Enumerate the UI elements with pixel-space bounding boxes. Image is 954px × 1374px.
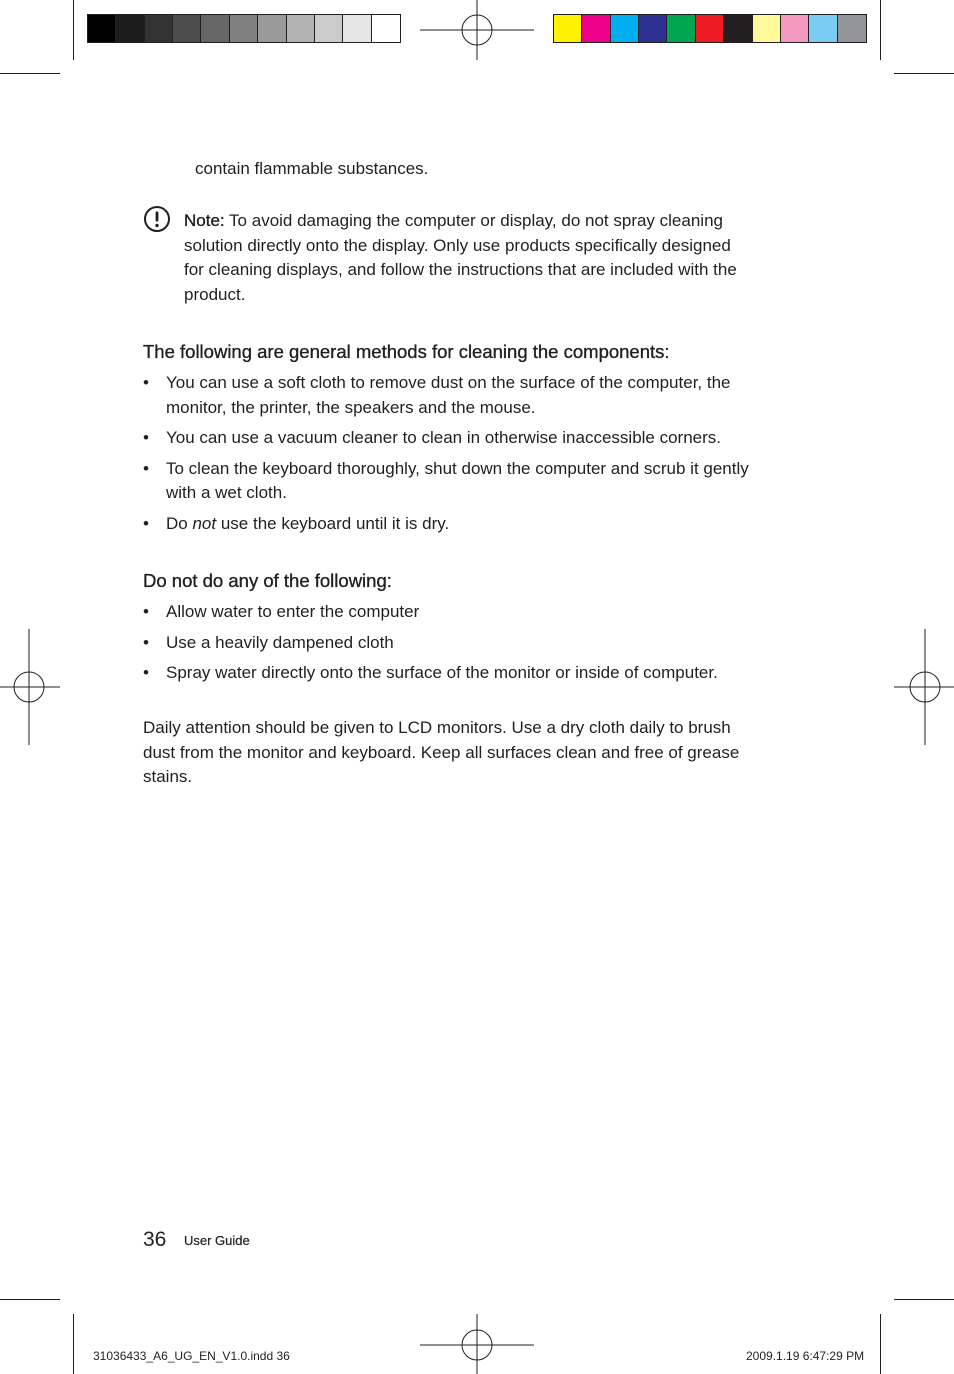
dry-item-post: use the keyboard until it is dry. [216, 513, 450, 533]
registration-mark-left [0, 629, 60, 745]
color-swatch [696, 15, 724, 42]
color-swatch [116, 15, 144, 42]
list-item [143, 457, 803, 506]
registration-mark-top [420, 0, 534, 60]
registration-mark-right [894, 629, 954, 745]
color-swatch [639, 15, 667, 42]
color-swatch [88, 15, 116, 42]
bullet-icon: • [143, 602, 149, 621]
cleaning-methods-heading: The following are general methods for cleaning the components: [143, 341, 670, 362]
slug-datetime: 2009.1.19 6:47:29 PM [746, 1349, 865, 1363]
continued-text: contain flammable substances. [195, 159, 429, 178]
color-swatch [781, 15, 809, 42]
note-line-4: product. [184, 284, 246, 304]
list-item-line: You can use a soft cloth to remove dust on the surface of the computer, the [166, 373, 731, 392]
dry-item-pre: Do [166, 513, 193, 533]
list-item-line: with a wet cloth. [166, 483, 287, 502]
note-line-3: for cleaning displays, and follow the instructions that are included with the [184, 260, 737, 279]
color-swatch [724, 15, 752, 42]
bullet-icon: • [143, 663, 149, 682]
color-swatch [145, 15, 173, 42]
color-swatch [343, 15, 371, 42]
color-swatch [838, 15, 866, 42]
list-item-text: Use a heavily dampened cloth [166, 632, 394, 652]
list-item [143, 426, 803, 451]
paragraph-line: dust from the monitor and keyboard. Keep all surfaces clean and free of grease [143, 742, 740, 762]
bullet-icon: • [143, 458, 149, 478]
do-not-heading: Do not do any of the following: [143, 570, 392, 591]
color-swatch [667, 15, 695, 42]
list-item [143, 371, 803, 420]
note-line-1-text: To avoid damaging the computer or display, do not spray cleaning [224, 211, 723, 230]
color-swatch [554, 15, 582, 42]
registration-mark-bottom [420, 1314, 534, 1374]
note-line-2: solution directly onto the display. Only use products specifically designed [184, 235, 731, 255]
list-item [143, 512, 803, 537]
grayscale-color-bar [87, 14, 401, 43]
color-swatch [315, 15, 343, 42]
paragraph-line: Daily attention should be given to LCD monitors. Use a dry cloth daily to brush [143, 718, 731, 737]
slug-file: 31036433_A6_UG_EN_V1.0.indd 36 [93, 1349, 290, 1363]
bullet-icon: • [143, 513, 149, 533]
list-item-line: You can use a vacuum cleaner to clean in otherwise inaccessible corners. [166, 428, 722, 447]
paragraph-line: stains. [143, 767, 193, 786]
list-item [143, 661, 803, 686]
process-color-bar [553, 14, 867, 43]
color-swatch [582, 15, 610, 42]
color-swatch [287, 15, 315, 42]
list-item [143, 600, 803, 625]
note-label: Note: [184, 211, 225, 230]
color-swatch [753, 15, 781, 42]
list-item-text: Allow water to enter the computer [166, 602, 420, 621]
bullet-icon: • [143, 373, 149, 392]
page-number: 36 [143, 1228, 167, 1251]
list-item [143, 631, 803, 656]
footer-label: User Guide [184, 1233, 250, 1248]
color-swatch [258, 15, 286, 42]
color-swatch [173, 15, 201, 42]
color-swatch [611, 15, 639, 42]
list-item-line: To clean the keyboard thoroughly, shut down the computer and scrub it gently [166, 458, 749, 478]
color-swatch [230, 15, 258, 42]
color-swatch [372, 15, 400, 42]
daily-attention-paragraph [143, 716, 803, 790]
exclamation-circle-icon [143, 205, 171, 233]
list-item-line: monitor, the printer, the speakers and the mouse. [166, 397, 536, 417]
list-item-text: Spray water directly onto the surface of the monitor or inside of computer. [166, 663, 718, 682]
dry-item-emphasis: not [192, 513, 217, 533]
bullet-icon: • [143, 428, 149, 447]
note-line-1 [184, 209, 804, 234]
cleaning-methods-list [143, 371, 803, 536]
do-not-list [143, 600, 803, 686]
bullet-icon: • [143, 632, 149, 652]
color-swatch [201, 15, 229, 42]
color-swatch [809, 15, 837, 42]
note-block [184, 209, 804, 307]
